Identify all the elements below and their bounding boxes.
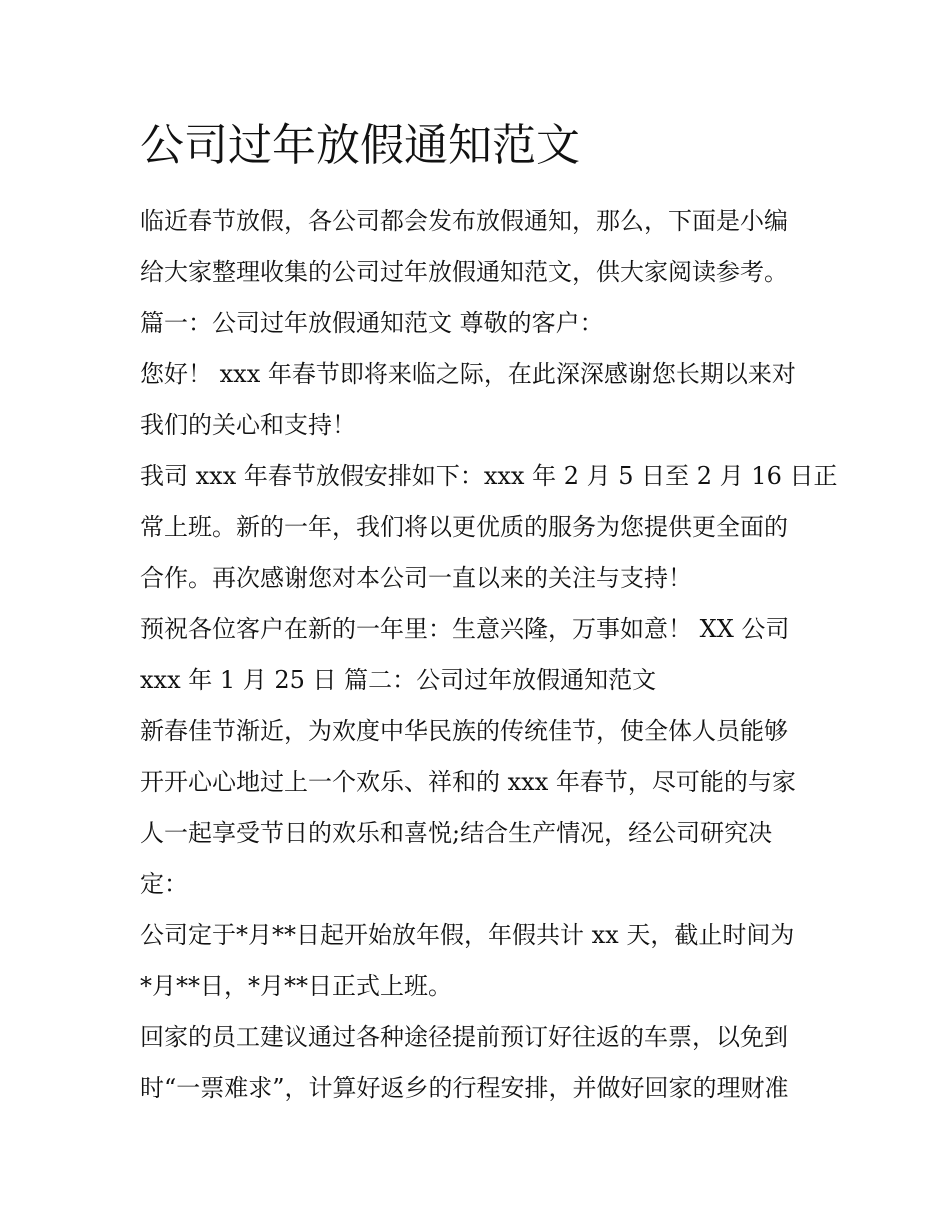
body-line: 定： xyxy=(140,870,188,898)
body-line: 回家的员工建议通过各种途径提前预订好往返的车票，以免到 xyxy=(140,1023,788,1051)
body-line: 公司定于*月**日起开始放年假，年假共计 xx 天，截止时间为 xyxy=(140,921,795,949)
body-line: xxx 年 1 月 25 日 篇二：公司过年放假通知范文 xyxy=(140,666,657,694)
body-line: 我司 xxx 年春节放假安排如下：xxx 年 2 月 5 日至 2 月 16 日正 xyxy=(140,462,838,490)
body-line: 给大家整理收集的公司过年放假通知范文，供大家阅读参考。 xyxy=(140,258,788,286)
body-line: 合作。再次感谢您对本公司一直以来的关注与支持！ xyxy=(140,564,692,592)
body-line: 我们的关心和支持！ xyxy=(140,411,356,439)
body-line: 您好！ xxx 年春节即将来临之际，在此深深感谢您长期以来对 xyxy=(140,360,796,388)
body-line: *月**日，*月**日正式上班。 xyxy=(140,972,452,1000)
body-line: 人一起享受节日的欢乐和喜悦;结合生产情况，经公司研究决 xyxy=(140,819,773,847)
body-line: 临近春节放假，各公司都会发布放假通知，那么，下面是小编 xyxy=(140,207,788,235)
document-title: 公司过年放假通知范文 xyxy=(140,120,580,171)
body-line: 预祝各位客户在新的一年里：生意兴隆，万事如意！ XX 公司 xyxy=(140,615,790,643)
body-line: 篇一：公司过年放假通知范文 尊敬的客户： xyxy=(140,309,604,337)
document-body xyxy=(140,196,838,1114)
body-line: 时“一票难求”，计算好返乡的行程安排，并做好回家的理财准 xyxy=(140,1074,789,1102)
body-line: 开开心心地过上一个欢乐、祥和的 xxx 年春节，尽可能的与家 xyxy=(140,768,796,796)
body-line: 常上班。新的一年，我们将以更优质的服务为您提供更全面的 xyxy=(140,513,788,541)
body-line: 新春佳节渐近，为欢度中华民族的传统佳节，使全体人员能够 xyxy=(140,717,788,745)
